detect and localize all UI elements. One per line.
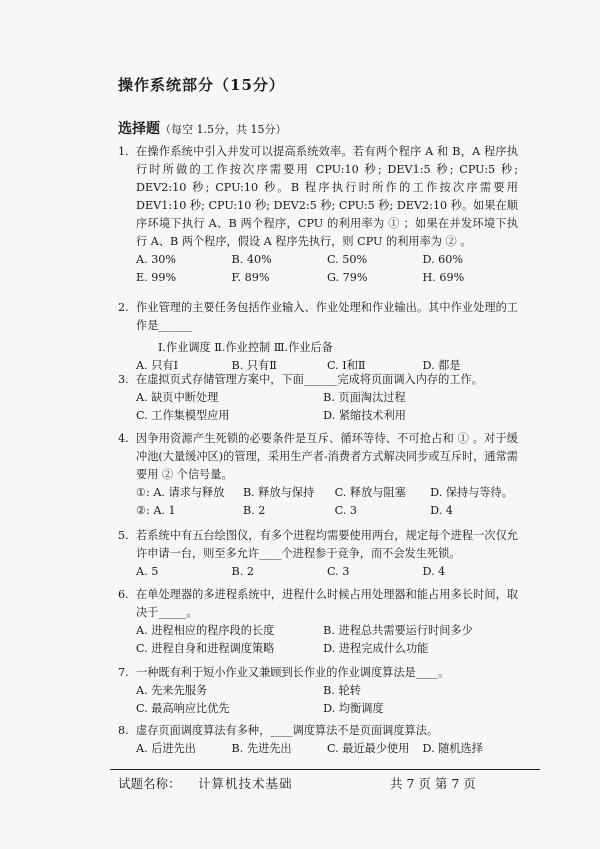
option: C. 工作集模型应用 [136,409,230,422]
option: D. 均衡调度 [323,702,384,715]
section-title: 操作系统部分（15分） [118,76,285,94]
question-number: 1. [118,145,129,158]
question-number: 8. [118,724,129,737]
question-number: 6. [118,588,129,601]
option: A. 先来先服务 [136,684,208,697]
option-list [136,682,518,718]
question-number: 4. [118,432,129,445]
option-list [136,740,518,758]
option: C. 50% [327,253,368,266]
question-text: 在虚拟页式存储管理方案中，下面______完成将页面调入内存的工作。 [136,373,483,386]
option: C. Ⅰ和Ⅱ [327,359,366,372]
option: D. 都是 [422,359,461,372]
subsection-note: （每空 1.5分，共 15分） [160,123,287,136]
option: C. 3 [327,565,350,578]
option: C. 进程自身和进程调度策略 [136,642,275,655]
question-text: 因争用资源产生死锁的必要条件是互斥、循环等待、不可抢占和 ① 。对于缓冲池(大量缓冲区)的管理，采用生产者-消费者方式解决同步或互斥时，通常需要用 ② 个信号量。 [136,432,518,481]
question-text: 作业管理的主要任务包括作业输入、作业处理和作业输出。其中作业处理的工作是______ [136,301,518,332]
option: A. 只有Ⅰ [136,359,178,372]
option: ①: A. 请求与释放 [136,486,225,499]
option: D. 4 [430,504,453,517]
option: B. 释放与保持 [242,486,315,499]
option: D. 进程完成什么功能 [323,642,429,655]
option: F. 89% [231,271,270,284]
option: A. 5 [136,565,159,578]
option: B. 进程总共需要运行时间多少 [323,624,473,637]
option: D. 保持与等待。 [430,486,513,499]
option: B. 页面淘汰过程 [323,391,406,404]
page-count: 共 7 页 第 7 页 [390,776,476,791]
question-number: 7. [118,666,129,679]
question-6 [118,586,518,658]
option: D. 60% [422,253,464,266]
option: H. 69% [422,271,465,284]
option-list [136,251,518,287]
option: D. 4 [422,565,446,578]
question-number: 5. [118,529,129,542]
question-number: 3. [118,373,129,386]
question-7 [118,664,518,718]
option-list [136,563,518,581]
option: A. 进程相应的程序段的长度 [136,624,275,637]
question-text: 在操作系统中引入并发可以提高系统效率。若有两个程序 A 和 B，A 程序执行时所做的工作按次序需要用 CPU:10 秒; DEV1:5 秒; CPU:5 秒; DEV2:10 秒; CPU:10 秒。B 程序执行时所作的工作按次序需要用 DEV1:10 秒; CPU:10 秒; DEV2:5 秒; CPU:5 秒; DEV2:10 秒。如果在顺序环境下执行 A、B 两个程序，CPU 的利用率为 ① ；如果在并发环境下执行 A、B 两个程序，假设 A 程序先执行，则 CPU 的利用率为 ② 。 [136,145,518,248]
subsection-label: 选择题 [118,121,160,137]
option: B. 只有Ⅱ [231,359,277,372]
option: B. 轮转 [323,684,361,697]
option: C. 释放与阻塞 [334,486,406,499]
footer-label: 试题名称： [118,776,181,791]
question-3 [118,371,518,425]
option: A. 缺页中断处理 [136,391,219,404]
option: D. 紧缩技术利用 [323,409,406,422]
option: G. 79% [327,271,368,284]
option-list [136,622,518,658]
option: C. 最高响应比优先 [136,702,230,715]
subsection-heading [118,118,286,138]
option: A. 后进先出 [136,742,196,755]
footer-divider [110,769,540,770]
question-2 [118,299,518,375]
question-text: 在单处理器的多进程系统中，进程什么时候占用处理器和能占用多长时间，取决于_____。 [136,588,518,619]
exam-name: 计算机技术基础 [198,776,293,791]
question-4 [118,430,518,520]
question-8 [118,722,518,758]
option: C. 3 [334,504,358,517]
option: A. 30% [136,253,177,266]
question-items: Ⅰ.作业调度 Ⅱ.作业控制 Ⅲ.作业后备 [158,341,333,354]
option: B. 40% [231,253,272,266]
option-list [136,484,518,520]
option: E. 99% [136,271,177,284]
option: B. 先进先出 [231,742,292,755]
option-list [136,389,518,425]
question-text: 若系统中有五台绘图仪，有多个进程均需要使用两台，规定每个进程一次仅允许申请一台，则至多允许____个进程参于竞争，而不会发生死锁。 [136,529,518,560]
question-text: 一种既有利于短小作业又兼顾到长作业的作业调度算法是____。 [136,666,450,679]
question-1 [118,143,518,287]
option: D. 随机选择 [422,742,483,755]
option: ②: A. 1 [136,504,176,517]
option: C. 最近最少使用 [327,742,410,755]
question-text: 虚存页面调度算法有多种，____调度算法不是页面调度算法。 [136,724,439,737]
option: B. 2 [242,504,266,517]
question-number: 2. [118,301,129,314]
option: B. 2 [231,565,254,578]
question-5 [118,527,518,581]
